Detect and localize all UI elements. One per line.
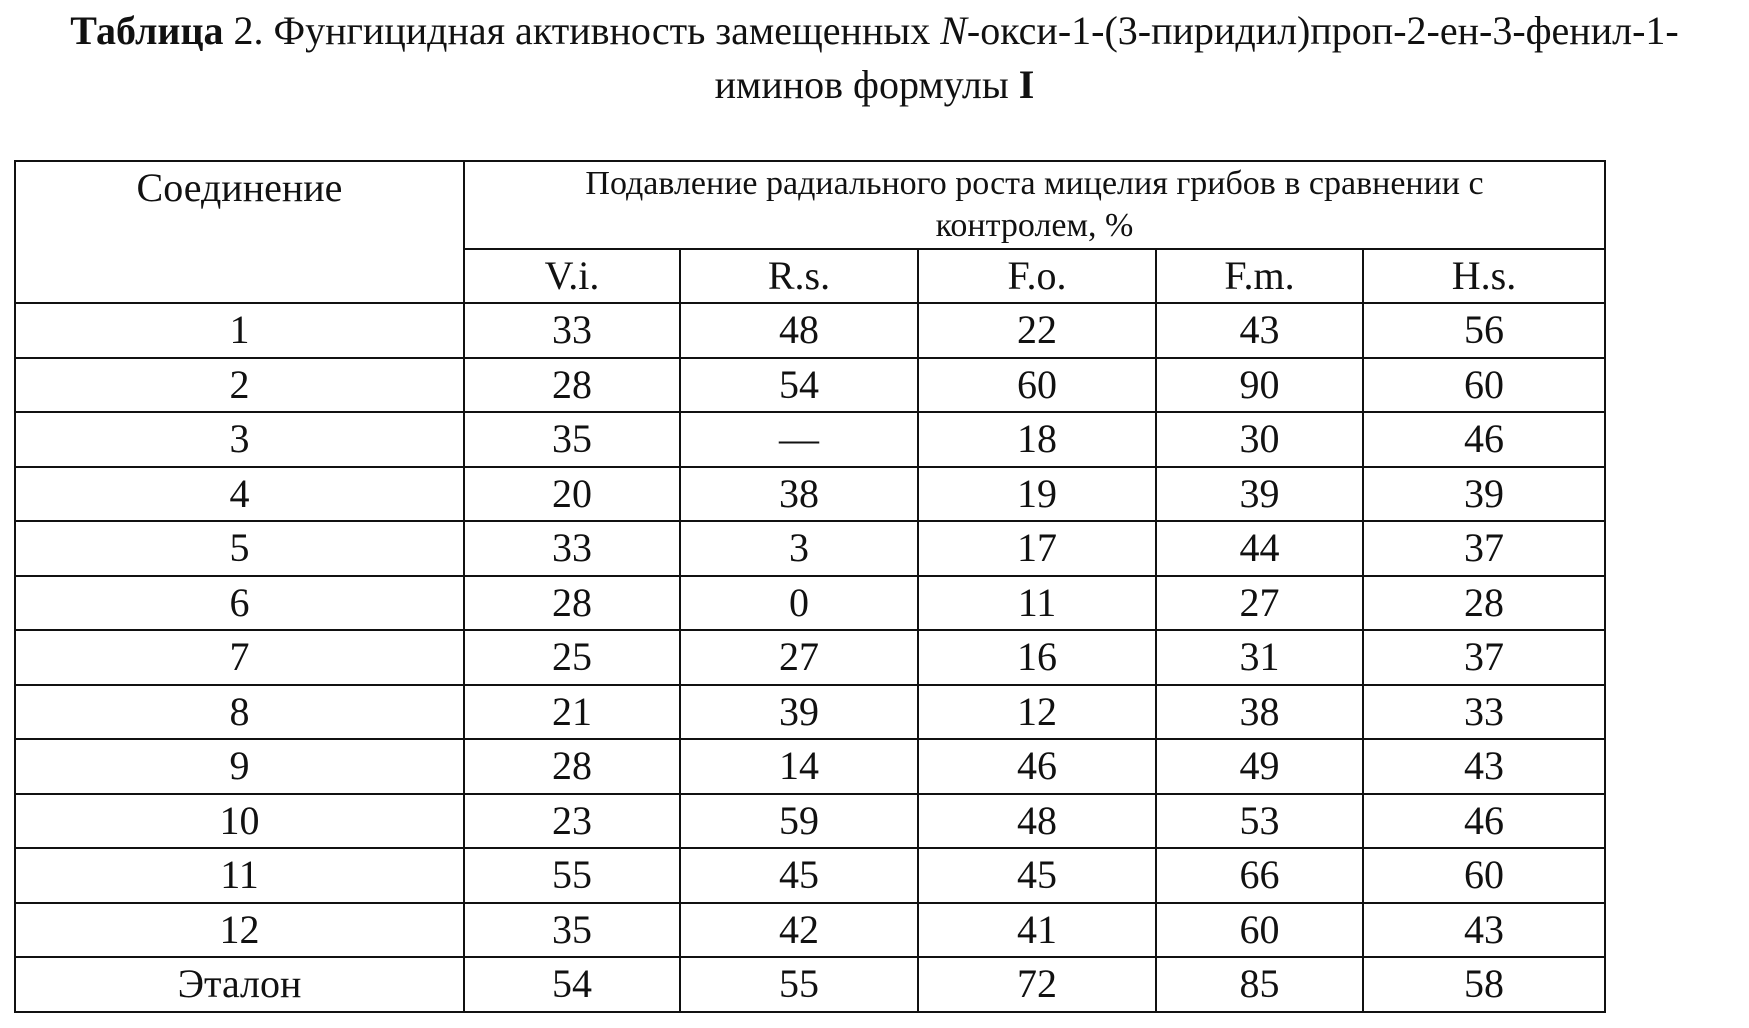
value-cell: 58 — [1363, 957, 1605, 1012]
compound-cell: 5 — [15, 521, 464, 576]
column-header: V.i. — [464, 249, 680, 303]
value-cell: 30 — [1156, 412, 1363, 467]
caption-italic-n: N — [940, 8, 967, 53]
compound-cell: 3 — [15, 412, 464, 467]
compound-cell: 2 — [15, 358, 464, 413]
table-row — [15, 957, 1605, 1012]
value-cell: 43 — [1363, 903, 1605, 958]
value-cell: 33 — [464, 521, 680, 576]
value-cell: 14 — [680, 739, 918, 794]
value-cell: 60 — [918, 358, 1156, 413]
value-cell: 3 — [680, 521, 918, 576]
corner-header: Соединение — [15, 161, 464, 303]
value-cell: 27 — [680, 630, 918, 685]
value-cell: 28 — [464, 358, 680, 413]
value-cell: 33 — [464, 303, 680, 358]
value-cell: 44 — [1156, 521, 1363, 576]
table-row — [15, 412, 1605, 467]
value-cell: 28 — [464, 576, 680, 631]
value-cell: 66 — [1156, 848, 1363, 903]
value-cell: 54 — [680, 358, 918, 413]
value-cell: 19 — [918, 467, 1156, 522]
group-header: Подавление радиального роста мицелия грибов в сравнении с контролем, % — [464, 161, 1605, 249]
compound-cell: 7 — [15, 630, 464, 685]
table-row — [15, 630, 1605, 685]
header-row-group — [15, 161, 1605, 249]
compound-cell: 10 — [15, 794, 464, 849]
value-cell: 55 — [464, 848, 680, 903]
value-cell: 35 — [464, 903, 680, 958]
table-row — [15, 521, 1605, 576]
table-row — [15, 903, 1605, 958]
compound-cell: 8 — [15, 685, 464, 740]
value-cell: 17 — [918, 521, 1156, 576]
value-cell: 38 — [680, 467, 918, 522]
table-row — [15, 303, 1605, 358]
value-cell: 31 — [1156, 630, 1363, 685]
value-cell: 27 — [1156, 576, 1363, 631]
value-cell: 53 — [1156, 794, 1363, 849]
value-cell: 12 — [918, 685, 1156, 740]
value-cell: — — [680, 412, 918, 467]
value-cell: 43 — [1363, 739, 1605, 794]
value-cell: 25 — [464, 630, 680, 685]
value-cell: 48 — [918, 794, 1156, 849]
compound-cell: Эталон — [15, 957, 464, 1012]
value-cell: 45 — [918, 848, 1156, 903]
compound-cell: 4 — [15, 467, 464, 522]
value-cell: 45 — [680, 848, 918, 903]
value-cell: 85 — [1156, 957, 1363, 1012]
value-cell: 21 — [464, 685, 680, 740]
value-cell: 41 — [918, 903, 1156, 958]
value-cell: 43 — [1156, 303, 1363, 358]
value-cell: 60 — [1156, 903, 1363, 958]
column-header: H.s. — [1363, 249, 1605, 303]
value-cell: 37 — [1363, 630, 1605, 685]
value-cell: 0 — [680, 576, 918, 631]
value-cell: 46 — [1363, 412, 1605, 467]
caption-text-after: -окси-1-(3-пиридил)проп-2-ен-3-фенил-1-иминов формулы — [714, 8, 1679, 107]
value-cell: 46 — [1363, 794, 1605, 849]
value-cell: 42 — [680, 903, 918, 958]
value-cell: 33 — [1363, 685, 1605, 740]
table-row — [15, 848, 1605, 903]
value-cell: 23 — [464, 794, 680, 849]
value-cell: 49 — [1156, 739, 1363, 794]
value-cell: 35 — [464, 412, 680, 467]
value-cell: 20 — [464, 467, 680, 522]
table-row — [15, 794, 1605, 849]
value-cell: 18 — [918, 412, 1156, 467]
column-header: R.s. — [680, 249, 918, 303]
compound-cell: 9 — [15, 739, 464, 794]
value-cell: 90 — [1156, 358, 1363, 413]
value-cell: 28 — [1363, 576, 1605, 631]
value-cell: 39 — [680, 685, 918, 740]
value-cell: 48 — [680, 303, 918, 358]
value-cell: 37 — [1363, 521, 1605, 576]
value-cell: 59 — [680, 794, 918, 849]
fungicidal-activity-table — [14, 160, 1606, 1013]
value-cell: 39 — [1363, 467, 1605, 522]
compound-cell: 12 — [15, 903, 464, 958]
value-cell: 56 — [1363, 303, 1605, 358]
value-cell: 22 — [918, 303, 1156, 358]
value-cell: 28 — [464, 739, 680, 794]
caption-number: 2. — [233, 8, 264, 53]
table-row — [15, 576, 1605, 631]
table-row — [15, 358, 1605, 413]
caption-formula: I — [1018, 62, 1035, 107]
caption-text-before: Фунгицидная активность замещенных — [273, 8, 931, 53]
value-cell: 55 — [680, 957, 918, 1012]
value-cell: 39 — [1156, 467, 1363, 522]
value-cell: 16 — [918, 630, 1156, 685]
table-caption — [20, 4, 1729, 112]
value-cell: 72 — [918, 957, 1156, 1012]
table-row — [15, 739, 1605, 794]
value-cell: 54 — [464, 957, 680, 1012]
caption-label: Таблица — [70, 8, 224, 53]
value-cell: 60 — [1363, 848, 1605, 903]
table-row — [15, 467, 1605, 522]
value-cell: 60 — [1363, 358, 1605, 413]
value-cell: 11 — [918, 576, 1156, 631]
compound-cell: 1 — [15, 303, 464, 358]
table-row — [15, 685, 1605, 740]
compound-cell: 11 — [15, 848, 464, 903]
table-body — [15, 303, 1605, 1012]
column-header: F.m. — [1156, 249, 1363, 303]
value-cell: 38 — [1156, 685, 1363, 740]
compound-cell: 6 — [15, 576, 464, 631]
value-cell: 46 — [918, 739, 1156, 794]
column-header: F.o. — [918, 249, 1156, 303]
